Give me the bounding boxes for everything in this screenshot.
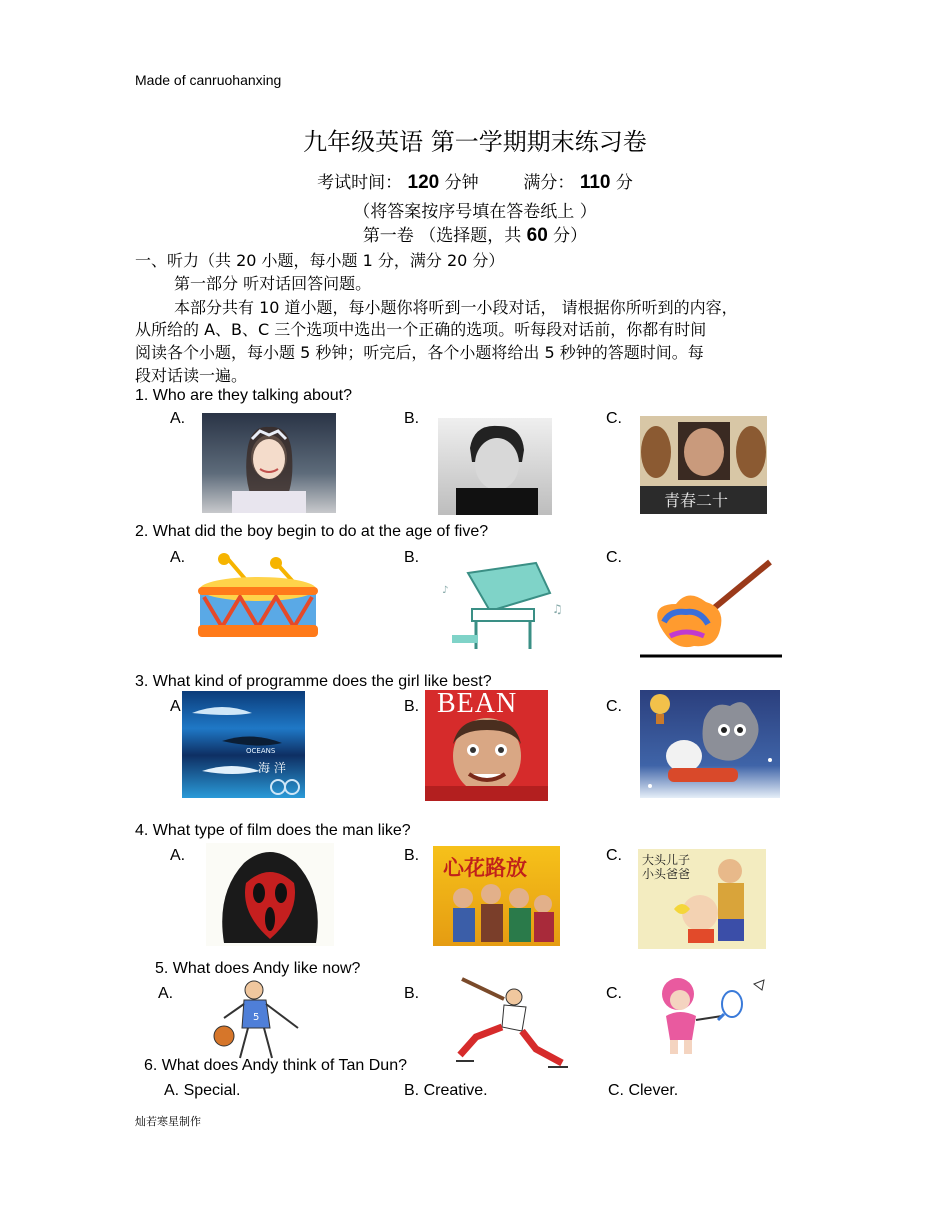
violin-icon: [640, 548, 782, 658]
q1-image-a-woman: [202, 413, 336, 513]
q1-image-c-actor: [640, 416, 767, 514]
score-label: 满分：: [523, 173, 575, 193]
q5-option-a: A.: [158, 985, 174, 1002]
q4-option-b: B.: [404, 847, 420, 864]
time-label: 考试时间：: [317, 173, 403, 193]
q2-option-a: A.: [170, 549, 186, 566]
volume-value: 60: [526, 225, 548, 246]
q3-image-b-bean: [425, 690, 548, 801]
q4-image-a-mask: [206, 843, 334, 946]
q4-option-a: A.: [170, 847, 186, 864]
part-heading: 第一部分 听对话回答问题。: [174, 274, 372, 293]
horror-mask-icon: [206, 843, 334, 946]
question-1: 1. Who are they talking about?: [135, 387, 353, 404]
volume-suffix: 分）: [547, 226, 588, 246]
q1-option-b: B.: [404, 410, 420, 427]
volume-prefix: 第一卷 （选择题，共: [362, 226, 527, 246]
q4-image-c-cartoon-dvd: [638, 849, 766, 949]
ocean-title-cn: 海 洋: [258, 761, 286, 775]
film-b-title: 心花路放: [443, 856, 527, 880]
score-value: 110: [579, 172, 611, 193]
q5-image-a-basketball: [210, 978, 310, 1062]
desc-line-2: 从所给的 A、B、C 三个选项中选出一个正确的选项。听每段对话前，你都有时间: [135, 320, 707, 339]
question-2: 2. What did the boy begin to do at the age of five?: [135, 523, 489, 540]
q3-image-a-ocean: [182, 691, 305, 798]
q3-option-a: A: [170, 698, 181, 715]
q3-image-c-cartoon: [640, 690, 780, 798]
drum-icon: [190, 553, 325, 648]
q1-image-b-man: [438, 418, 552, 515]
q2-image-b-piano: [432, 553, 566, 661]
question-4: 4. What type of film does the man like?: [135, 822, 411, 839]
question-3: 3. What kind of programme does the girl like best?: [135, 673, 492, 690]
q2-option-b: B.: [404, 549, 420, 566]
piano-icon: [432, 553, 566, 661]
man-portrait-icon: [438, 418, 552, 515]
svg-text:♪: ♪: [442, 585, 449, 596]
q2-image-a-drum: [190, 553, 325, 648]
woman-portrait-icon: [202, 413, 336, 513]
wolf-cartoon-icon: [640, 690, 780, 798]
q5-image-b-baseball: [452, 975, 568, 1069]
exam-title: 九年级英语 第一学期期末练习卷: [303, 128, 647, 156]
svg-text:5: 5: [253, 1012, 260, 1023]
score-unit: 分: [615, 173, 633, 193]
q6-option-a: A. Special.: [164, 1082, 241, 1099]
question-5: 5. What does Andy like now?: [155, 960, 361, 977]
svg-text:♫: ♫: [552, 602, 563, 616]
bean-title: BEAN: [437, 690, 518, 719]
time-value: 120: [407, 172, 440, 193]
desc-line-4: 段对话读一遍。: [135, 366, 248, 385]
volume-info: [0, 221, 950, 247]
q6-option-c: C. Clever.: [608, 1082, 679, 1099]
desc-line-3: 阅读各个小题，每小题 5 秒钟；听完后，各个小题将给出 5 秒钟的答题时间。每: [135, 343, 704, 362]
q1-option-a: A.: [170, 410, 186, 427]
q2-option-c: C.: [606, 549, 622, 566]
dolphin-icon: [182, 691, 305, 798]
section-heading: 一、听力（共 20 小题，每小题 1 分，满分 20 分）: [135, 251, 505, 270]
desc-line-1: 本部分共有 10 道小题，每小题你将听到一小段对话， 请根据你所听到的内容，: [174, 298, 738, 317]
time-unit: 分钟: [444, 173, 479, 193]
film-c-title: 大头儿子小头爸爸: [642, 853, 691, 881]
q5-image-c-badminton: [650, 976, 772, 1062]
footer-note: 灿若寒星制作: [135, 1115, 201, 1128]
badminton-girl-icon: [650, 976, 772, 1062]
q5-option-b: B.: [404, 985, 420, 1002]
q6-option-b: B. Creative.: [404, 1082, 488, 1099]
question-6: 6. What does Andy think of Tan Dun?: [144, 1057, 407, 1074]
exam-info: [0, 168, 950, 194]
baseball-player-icon: [452, 975, 568, 1069]
ocean-title-en: OCEANS: [246, 747, 276, 755]
answer-instruction: （将答案按序号填在答卷纸上 ）: [353, 202, 597, 222]
basketball-player-icon: [210, 978, 310, 1062]
q1-option-c: C.: [606, 410, 622, 427]
q4-option-c: C.: [606, 847, 622, 864]
q4-image-b-film: [433, 846, 560, 946]
q3-option-c: C.: [606, 698, 622, 715]
watermark-header: Made of canruohanxing: [135, 72, 282, 88]
poster-title: 青春二十: [664, 491, 729, 510]
q5-option-c: C.: [606, 985, 622, 1002]
q2-image-c-violin: [640, 548, 782, 658]
q3-option-b: B.: [404, 698, 420, 715]
